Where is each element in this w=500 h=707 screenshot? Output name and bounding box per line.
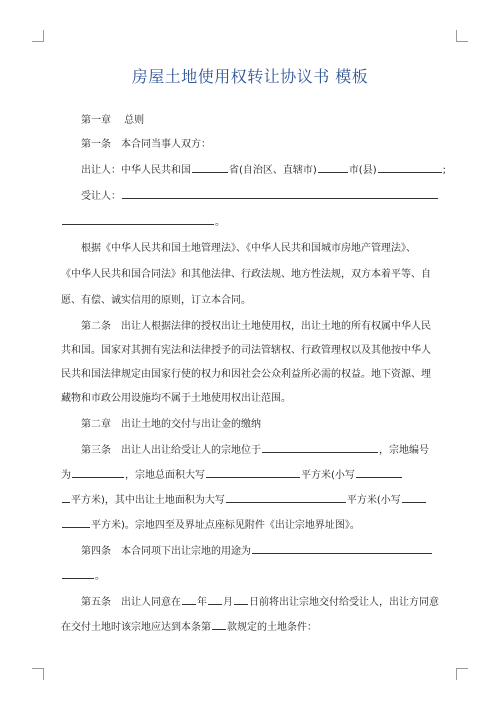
total-area-words-blank[interactable] [206,466,300,478]
month-label: 月 [223,597,233,608]
article-3-text-g: 平方米(小写 [346,495,401,506]
total-area-figures-blank[interactable] [356,466,402,478]
buyer-line-2 [61,212,439,234]
seller-end: ; [442,165,446,176]
article-5-text-d: 日前将出让宗地交付给受让人，出让方同意 [249,597,439,608]
article-3-line-3 [61,490,439,512]
article-3-text-a: 第三条 出让人出让给受让人的宗地位于 [81,445,261,456]
land-use-blank-2[interactable] [62,567,94,579]
article-2-line-1: 第二条 出让人根据法律的授权出让土地使用权，出让土地的所有权属中华人民 [81,321,431,332]
city-label: 市(县) [348,165,377,176]
article-5-line-1 [61,592,439,614]
document-title: 房屋土地使用权转让协议书 模板 [131,67,369,86]
crop-mark-top-right [456,30,468,42]
article-3-text-e: 平方米(小写 [301,470,355,481]
province-label: 省(自治区、直辖市) [229,165,317,176]
buyer-blank-2[interactable] [62,213,214,225]
seller-extra-blank[interactable] [378,161,442,173]
article-5-text-a: 第五条 出让人同意在 [81,597,181,608]
article-3-line-2 [61,465,439,487]
crop-mark-top-left [32,30,44,42]
article-3-text-b: ，宗地编号 [379,445,429,456]
basis-line-1: 根据《中华人民共和国土地管理法》、《中华人民共和国城市房地产管理法》、 [81,243,416,254]
article-5-text-f: 款规定的土地条件： [227,622,317,633]
province-blank[interactable] [192,161,228,173]
clause-number-blank[interactable] [212,618,226,630]
basis-line-3: 愿、有偿、诚实信用的原则，订立本合同。 [61,295,251,306]
transfer-area-figures-blank[interactable] [402,491,426,503]
article-3-text-d: ，宗地总面积大写 [125,470,205,481]
article-4-line-2 [61,566,439,588]
article-4-text: 第四条 本合同项下出让宗地的用途为 [81,546,251,557]
crop-mark-bottom-left [32,668,44,680]
buyer-blank-1[interactable] [122,187,438,199]
article-3-text-c: 为 [61,470,71,481]
total-area-figures-blank-2[interactable] [62,491,70,503]
transfer-area-words-blank[interactable] [226,491,346,503]
transfer-area-figures-blank-2[interactable] [62,516,90,528]
article-2-line-2: 共和国。国家对其拥有宪法和法律授予的司法管辖权、行政管理权以及其他按中华人 [61,345,431,356]
seller-prefix: 出让人：中华人民共和国 [81,165,191,176]
article-3-line-4 [61,515,439,537]
article-3-text-h: 平方米)。宗地四至及界址点座标见附件《出让宗地界址图》。 [91,520,360,531]
year-label: 年 [197,597,207,608]
buyer-line [61,186,439,208]
day-blank[interactable] [234,593,248,605]
article-1: 第一条 本合同当事人双方： [81,139,211,150]
year-blank[interactable] [182,593,196,605]
article-2-line-4: 藏物和市政公用设施均不属于土地使用权出让范围。 [61,393,291,404]
article-4-end: 。 [95,571,105,582]
land-use-blank[interactable] [252,542,432,554]
article-5-text-e: 在交付土地时该宗地应达到本条第 [61,622,211,633]
buyer-label: 受让人： [81,191,121,202]
chapter-2-heading: 第二章 出让土地的交付与出让金的缴纳 [81,419,261,430]
chapter-1-heading: 第一章 总则 [81,115,145,126]
city-blank[interactable] [318,161,348,173]
article-5-line-2 [61,617,439,639]
buyer-end: 。 [215,217,225,228]
parcel-number-blank[interactable] [72,466,124,478]
location-blank[interactable] [262,441,378,453]
article-2-line-3: 民共和国法律规定由国家行使的权力和因社会公众利益所必需的权益。地下资源、埋 [61,369,431,380]
month-blank[interactable] [208,593,222,605]
article-3-line-1 [61,440,439,462]
article-3-text-f: 平方米)，其中出让土地面积为大写 [71,495,225,506]
article-4-line-1 [61,541,439,563]
seller-line [61,160,446,182]
crop-mark-bottom-right [456,668,468,680]
basis-line-2: 《中华人民共和国合同法》和其他法律、行政法规、地方性法规，双方本着平等、自 [61,269,431,280]
